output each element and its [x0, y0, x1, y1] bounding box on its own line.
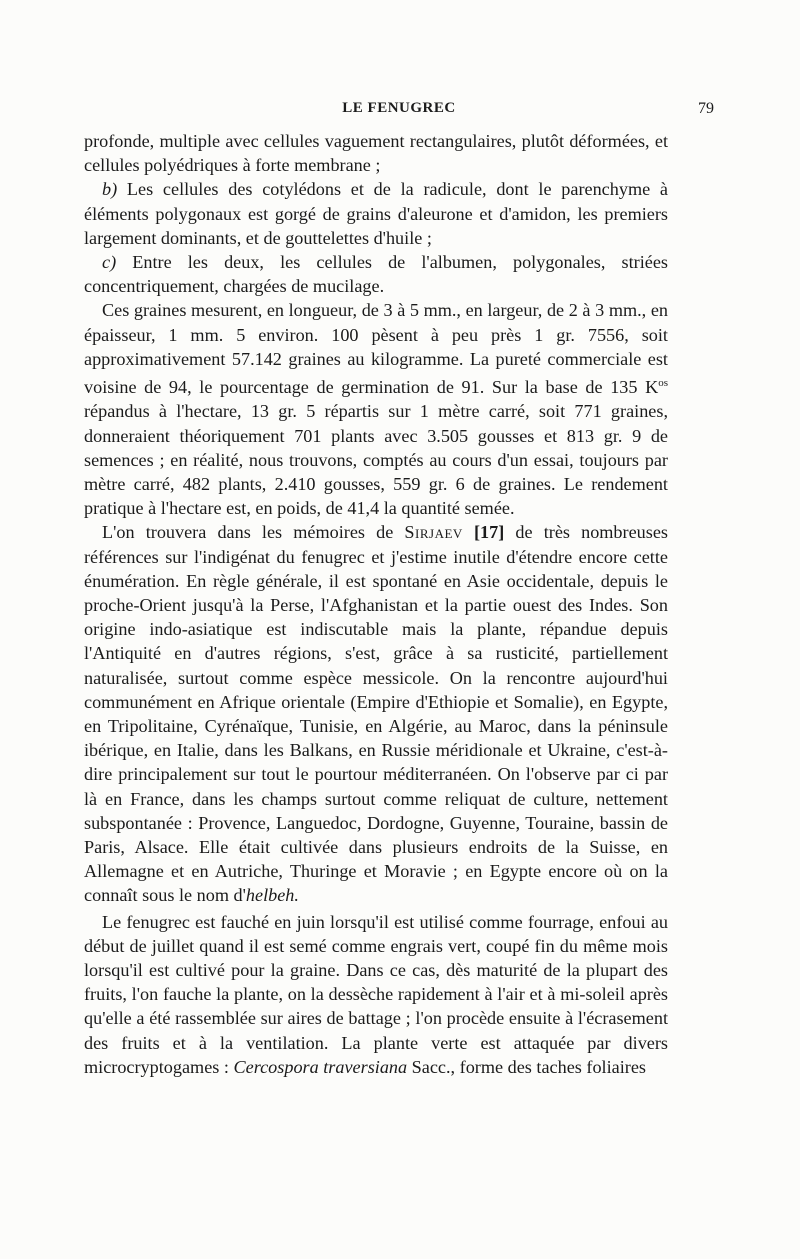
author-name: Sirjaev	[404, 522, 463, 543]
paragraph-text: Ces graines mesurent, en longueur, de 3 à 5 mm., en largeur, de 2 à 3 mm., en épaisseur, 1 mm. 5 environ. 100 pèsent à peu près 1 gr. 7556, soit approximativement 57.142 graines au kilogramme. La pureté commerciale est voisine de 94, le pourcentage de germination de 91. Sur la base de 135 K	[84, 300, 668, 398]
paragraph-text: profonde, multiple avec cellules vaguement rectangulaires, plutôt déformées, et cellules polyédriques à forte membrane ;	[84, 131, 668, 176]
paragraph-distribution	[84, 520, 668, 907]
paragraph-text: L'on trouvera dans les mémoires de	[102, 522, 405, 543]
superscript-os: os	[658, 377, 668, 390]
species-name: Cercospora traversiana	[233, 1056, 408, 1077]
page-header	[84, 100, 714, 122]
list-marker-b: b)	[102, 179, 118, 200]
paragraph-text: Sacc., forme des taches foliaires	[407, 1056, 646, 1077]
paragraph-seed-measurements	[84, 298, 668, 520]
running-title: LE FENUGREC	[342, 100, 456, 116]
paragraph-harvest	[84, 910, 668, 1079]
body-text	[84, 129, 668, 1079]
page-number: 79	[698, 100, 714, 117]
paragraph-text: Les cellules des cotylédons et de la radicule, dont le parenchyme à éléments polygonaux est gorgé de grains d'aleurone et d'amidon, les premiers largement dominants, et de gouttelettes d'huile ;	[84, 179, 668, 248]
reference-number: [17]	[462, 522, 505, 543]
paragraph-text: Le fenugrec est fauché en juin lorsqu'il est utilisé comme fourrage, enfoui au début de juillet quand il est semé comme engrais vert, coupé fin du même mois lorsqu'il est cultivé pour la graine. Dans ce cas, dès maturité de la plupart des fruits, l'on fauche la plante, on la dessèche rapidement à l'air et à mi-soleil après qu'elle a été rassemblée sur aires de battage ; l'on procède ensuite à l'écrasement des fruits et à la ventilation. La plante verte est attaquée par divers microcryptogames :	[84, 911, 668, 1077]
italic-term: helbeh.	[245, 885, 299, 906]
list-marker-c: c)	[102, 252, 117, 273]
paragraph-text: répandus à l'hectare, 13 gr. 5 répartis sur 1 mètre carré, soit 771 graines, donneraient théoriquement 701 plants avec 3.505 gousses et 813 gr. 9 de semences ; en réalité, nous trouvons, comptés au cours d'un essai, toujours par mètre carré, 482 plants, 2.410 gousses, 559 gr. 6 de graines. Le rendement pratique à l'hectare est, en poids, de 41,4 la quantité semée.	[84, 401, 668, 519]
paragraph-text: de très nombreuses références sur l'indigénat du fenugrec et j'estime inutile d'étendre encore cette énumération. En règle générale, il est spontané en Asie occidentale, depuis le proche-Orient jusqu'à la Perse, l'Afghanistan et la partie ouest des Indes. Son origine indo-asiatique est indiscutable mais la plante, répandue depuis l'Antiquité en d'autres régions, s'est, grâce à sa rusticité, partiellement naturalisée, surtout comme espèce messicole. On la rencontre aujourd'hui communément en Afrique orientale (Empire d'Ethiopie et Somalie), en Egypte, en Tripolitaine, Cyrénaïque, Tunisie, en Algérie, au Maroc, dans la péninsule ibérique, en Italie, dans les Balkans, en Russie méridionale et Ukraine, c'est-à-dire principalement sur tout le pourtour méditerranéen. On l'observe par ci par là en France, dans les champs surtout comme reliquat de culture, nettement subspontanée : Provence, Languedoc, Dordogne, Guyenne, Touraine, bassin de Paris, Alsace. Elle était cultivée dans plusieurs endroits de la Suisse, en Allemagne et en Autriche, Thuringe et Moravie ; en Egypte encore où on la connaît sous le nom d'	[84, 522, 668, 906]
paragraph-item-c	[84, 250, 668, 298]
paragraph-continued	[84, 129, 668, 177]
paragraph-text: Entre les deux, les cellules de l'albumen, polygonales, striées concentriquement, chargées de mucilage.	[84, 252, 668, 297]
paragraph-item-b	[84, 177, 668, 250]
